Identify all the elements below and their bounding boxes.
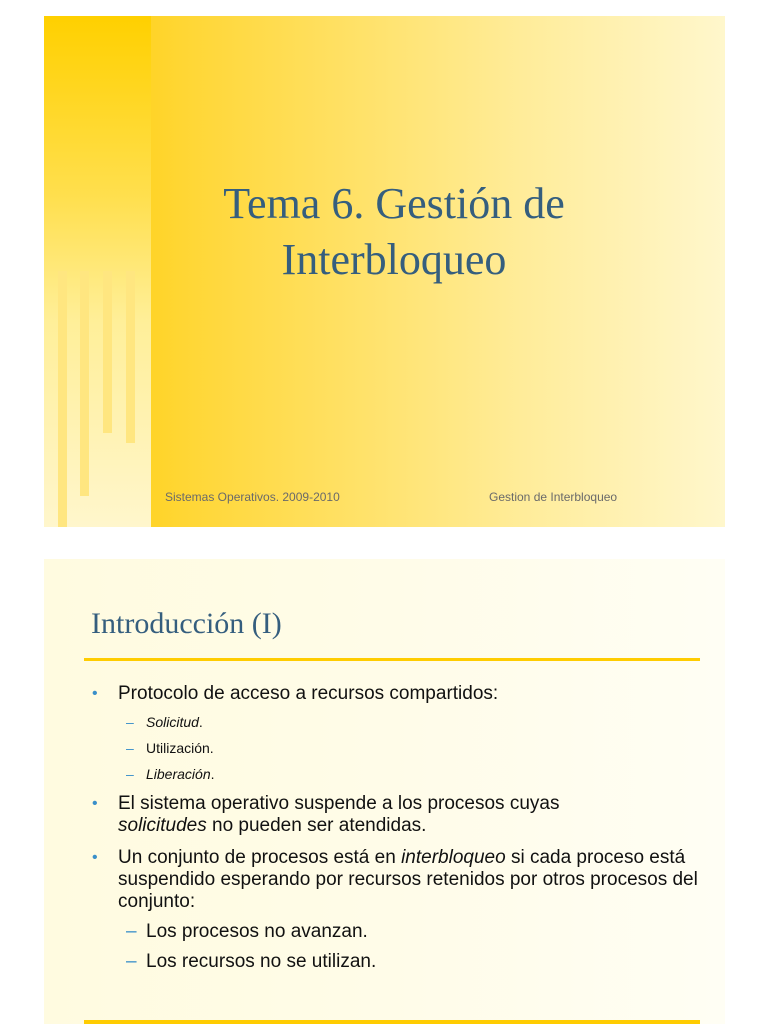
sub-bullet-item bbox=[90, 917, 700, 947]
intro-slide bbox=[44, 559, 725, 1024]
sub-bullet-item bbox=[90, 735, 700, 761]
bullet-text: Un conjunto de procesos está en bbox=[118, 847, 402, 868]
bullet-italic-text: solicitudes bbox=[118, 815, 207, 836]
bullet-text: El sistema operativo suspende a los procesos cuyas bbox=[118, 793, 560, 814]
sub-bullet-punct: . bbox=[198, 714, 203, 730]
title-slide bbox=[44, 16, 725, 527]
decorative-stripe bbox=[126, 271, 135, 443]
sub-bullet-text: Liberación bbox=[146, 766, 211, 782]
bullet-item bbox=[90, 793, 700, 837]
bullet-italic-text: interbloqueo bbox=[401, 847, 506, 868]
bullet-text: no pueden ser atendidas. bbox=[206, 815, 427, 836]
sub-bullet-text: Los procesos no avanzan. bbox=[146, 921, 368, 942]
bullet-item bbox=[90, 847, 700, 913]
footer-course: Sistemas Operativos. 2009-2010 bbox=[165, 490, 340, 504]
sub-bullet-punct: . bbox=[210, 766, 215, 782]
slide-title-line-2: Interbloqueo bbox=[281, 235, 507, 284]
bullet-list bbox=[90, 683, 700, 977]
decorative-stripe bbox=[103, 271, 112, 433]
heading-rule bbox=[84, 658, 700, 661]
bullet-text: si cada proceso está suspendido esperando por recursos retenidos por otros procesos del conjunto: bbox=[118, 847, 698, 912]
slide-title-line-1: Tema 6. Gestión de bbox=[223, 179, 565, 228]
footer-topic: Gestion de Interbloqueo bbox=[489, 490, 618, 504]
sub-bullet-text: Utilización. bbox=[146, 740, 214, 756]
sub-bullet-item bbox=[90, 761, 700, 787]
sub-bullet-item bbox=[90, 709, 700, 735]
bullet-item bbox=[90, 683, 700, 705]
decorative-stripe bbox=[58, 271, 67, 527]
decorative-stripe bbox=[80, 271, 89, 496]
slide-heading: Introducción (I) bbox=[91, 607, 282, 640]
slide-title bbox=[154, 176, 634, 288]
sub-bullet-text: Solicitud bbox=[146, 714, 199, 730]
sub-bullet-text: Los recursos no se utilizan. bbox=[146, 951, 377, 972]
sub-bullet-item bbox=[90, 947, 700, 977]
bullet-text: Protocolo de acceso a recursos compartidos: bbox=[118, 683, 499, 704]
bottom-rule bbox=[84, 1020, 700, 1024]
